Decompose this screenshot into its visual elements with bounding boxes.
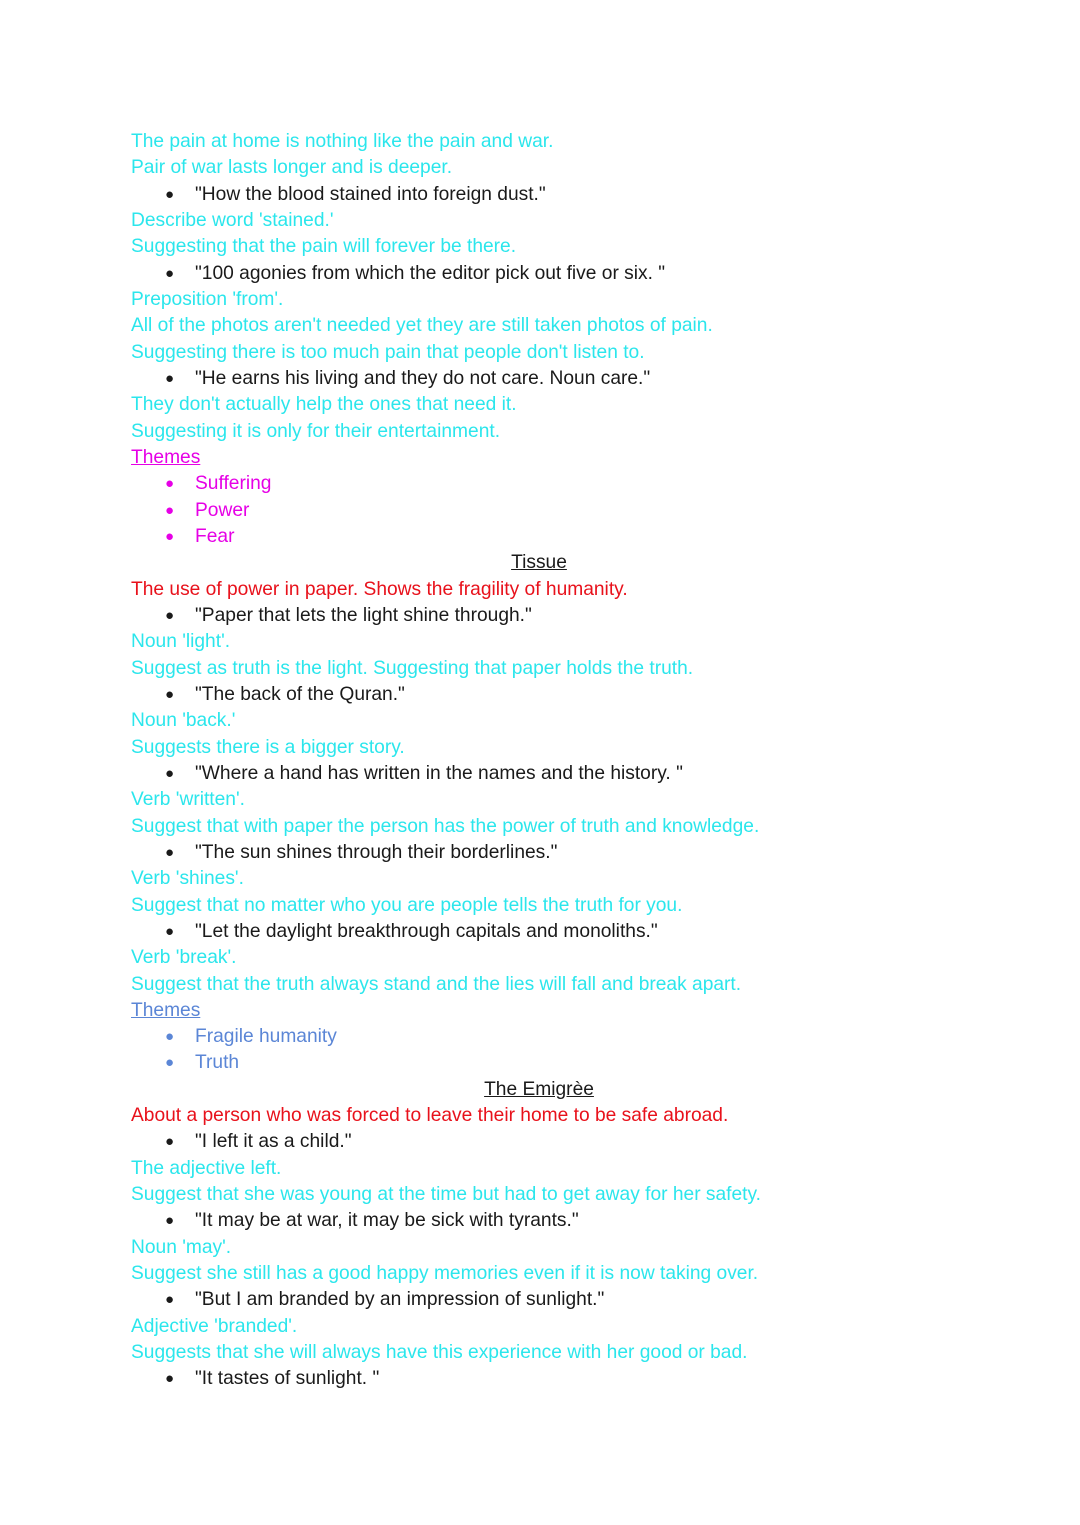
themes-heading	[131, 998, 947, 1024]
line-text: Suggesting it is only for their entertainment.	[131, 420, 501, 442]
analysis-note	[131, 392, 947, 418]
bullet-dot-icon: ●	[165, 1291, 175, 1309]
bullet-dot-icon: ●	[165, 369, 175, 387]
analysis-note	[131, 1261, 947, 1287]
theme-bullet	[131, 1050, 947, 1076]
bullet-dot-icon: ●	[165, 922, 175, 940]
line-text: "It tastes of sunlight. "	[195, 1368, 380, 1390]
line-text: Verb 'break'.	[131, 947, 237, 969]
poem-title	[131, 1077, 947, 1103]
quote-bullet	[131, 919, 947, 945]
analysis-note	[131, 735, 947, 761]
poem-summary	[131, 577, 947, 603]
line-text: Fear	[195, 525, 235, 547]
analysis-note	[131, 1182, 947, 1208]
analysis-note	[131, 129, 947, 155]
line-text: They don't actually help the ones that need it.	[131, 394, 517, 416]
analysis-note	[131, 1314, 947, 1340]
line-text: "How the blood stained into foreign dust."	[195, 183, 546, 205]
line-text: Noun 'light'.	[131, 631, 231, 653]
line-text: All of the photos aren't needed yet they are still taken photos of pain.	[131, 315, 713, 337]
quote-bullet	[131, 840, 947, 866]
bullet-dot-icon: ●	[165, 1133, 175, 1151]
line-text: "The sun shines through their borderlines."	[195, 841, 558, 863]
theme-bullet	[131, 524, 947, 550]
line-text: Suggesting there is too much pain that people don't listen to.	[131, 341, 645, 363]
bullet-dot-icon: ●	[165, 1054, 175, 1072]
analysis-note	[131, 814, 947, 840]
quote-bullet	[131, 682, 947, 708]
line-text: Suggests there is a bigger story.	[131, 736, 405, 758]
quote-bullet	[131, 761, 947, 787]
analysis-note	[131, 866, 947, 892]
analysis-note	[131, 1156, 947, 1182]
quote-bullet	[131, 1366, 947, 1392]
poem-summary	[131, 1103, 947, 1129]
line-text: Noun 'may'.	[131, 1236, 232, 1258]
line-text: Adjective 'branded'.	[131, 1315, 298, 1337]
line-text: Describe word 'stained.'	[131, 209, 334, 231]
analysis-note	[131, 419, 947, 445]
line-text: Themes	[131, 999, 201, 1021]
line-text: "The back of the Quran."	[195, 683, 405, 705]
analysis-note	[131, 787, 947, 813]
analysis-note	[131, 708, 947, 734]
analysis-note	[131, 656, 947, 682]
analysis-note	[131, 945, 947, 971]
analysis-note	[131, 155, 947, 181]
quote-bullet	[131, 1208, 947, 1234]
line-text: The use of power in paper. Shows the fragility of humanity.	[131, 578, 628, 600]
quote-bullet	[131, 182, 947, 208]
line-text: The Emigrèe	[484, 1078, 594, 1100]
line-text: Suggest as truth is the light. Suggesting that paper holds the truth.	[131, 657, 694, 679]
line-text: "He earns his living and they do not care. Noun care."	[195, 367, 651, 389]
line-text: Suggest she still has a good happy memories even if it is now taking over.	[131, 1263, 759, 1285]
quote-bullet	[131, 1287, 947, 1313]
line-text: Noun 'back.'	[131, 710, 236, 732]
bullet-dot-icon: ●	[165, 1028, 175, 1046]
line-text: "It may be at war, it may be sick with tyrants."	[195, 1210, 579, 1232]
poem-title	[131, 550, 947, 576]
line-text: Suggest that the truth always stand and the lies will fall and break apart.	[131, 973, 742, 995]
line-text: Fragile humanity	[195, 1026, 337, 1048]
bullet-dot-icon: ●	[165, 843, 175, 861]
line-text: Tissue	[511, 552, 567, 574]
analysis-note	[131, 340, 947, 366]
analysis-note	[131, 313, 947, 339]
line-text: Suggest that with paper the person has the power of truth and knowledge.	[131, 815, 760, 837]
bullet-dot-icon: ●	[165, 264, 175, 282]
line-text: "I left it as a child."	[195, 1131, 352, 1153]
bullet-dot-icon: ●	[165, 501, 175, 519]
line-text: About a person who was forced to leave their home to be safe abroad.	[131, 1105, 729, 1127]
quote-bullet	[131, 366, 947, 392]
line-text: "Let the daylight breakthrough capitals and monoliths."	[195, 920, 658, 942]
line-text: Pair of war lasts longer and is deeper.	[131, 157, 453, 179]
document-body	[131, 129, 947, 1393]
analysis-note	[131, 208, 947, 234]
line-text: Suggest that she was young at the time but had to get away for her safety.	[131, 1184, 762, 1206]
line-text: Verb 'shines'.	[131, 868, 244, 890]
themes-heading	[131, 445, 947, 471]
line-text: Themes	[131, 446, 201, 468]
bullet-dot-icon: ●	[165, 527, 175, 545]
bullet-dot-icon: ●	[165, 475, 175, 493]
bullet-dot-icon: ●	[165, 185, 175, 203]
quote-bullet	[131, 603, 947, 629]
line-text: "Where a hand has written in the names and the history. "	[195, 762, 683, 784]
line-text: Suggests that she will always have this experience with her good or bad.	[131, 1342, 748, 1364]
line-text: "Paper that lets the light shine through."	[195, 604, 532, 626]
line-text: Suggest that no matter who you are people tells the truth for you.	[131, 894, 683, 916]
analysis-note	[131, 234, 947, 260]
analysis-note	[131, 629, 947, 655]
theme-bullet	[131, 471, 947, 497]
quote-bullet	[131, 261, 947, 287]
line-text: Preposition 'from'.	[131, 288, 284, 310]
analysis-note	[131, 1340, 947, 1366]
line-text: Suffering	[195, 473, 272, 495]
quote-bullet	[131, 1129, 947, 1155]
line-text: Truth	[195, 1052, 240, 1074]
bullet-dot-icon: ●	[165, 606, 175, 624]
bullet-dot-icon: ●	[165, 1212, 175, 1230]
line-text: "But I am branded by an impression of sunlight."	[195, 1289, 605, 1311]
bullet-dot-icon: ●	[165, 1370, 175, 1388]
line-text: Power	[195, 499, 250, 521]
bullet-dot-icon: ●	[165, 764, 175, 782]
theme-bullet	[131, 498, 947, 524]
line-text: Suggesting that the pain will forever be there.	[131, 236, 517, 258]
analysis-note	[131, 972, 947, 998]
line-text: The pain at home is nothing like the pain and war.	[131, 131, 554, 152]
analysis-note	[131, 893, 947, 919]
line-text: "100 agonies from which the editor pick out five or six. "	[195, 262, 666, 284]
analysis-note	[131, 1235, 947, 1261]
bullet-dot-icon: ●	[165, 685, 175, 703]
analysis-note	[131, 287, 947, 313]
theme-bullet	[131, 1024, 947, 1050]
line-text: The adjective left.	[131, 1157, 282, 1179]
line-text: Verb 'written'.	[131, 789, 245, 811]
